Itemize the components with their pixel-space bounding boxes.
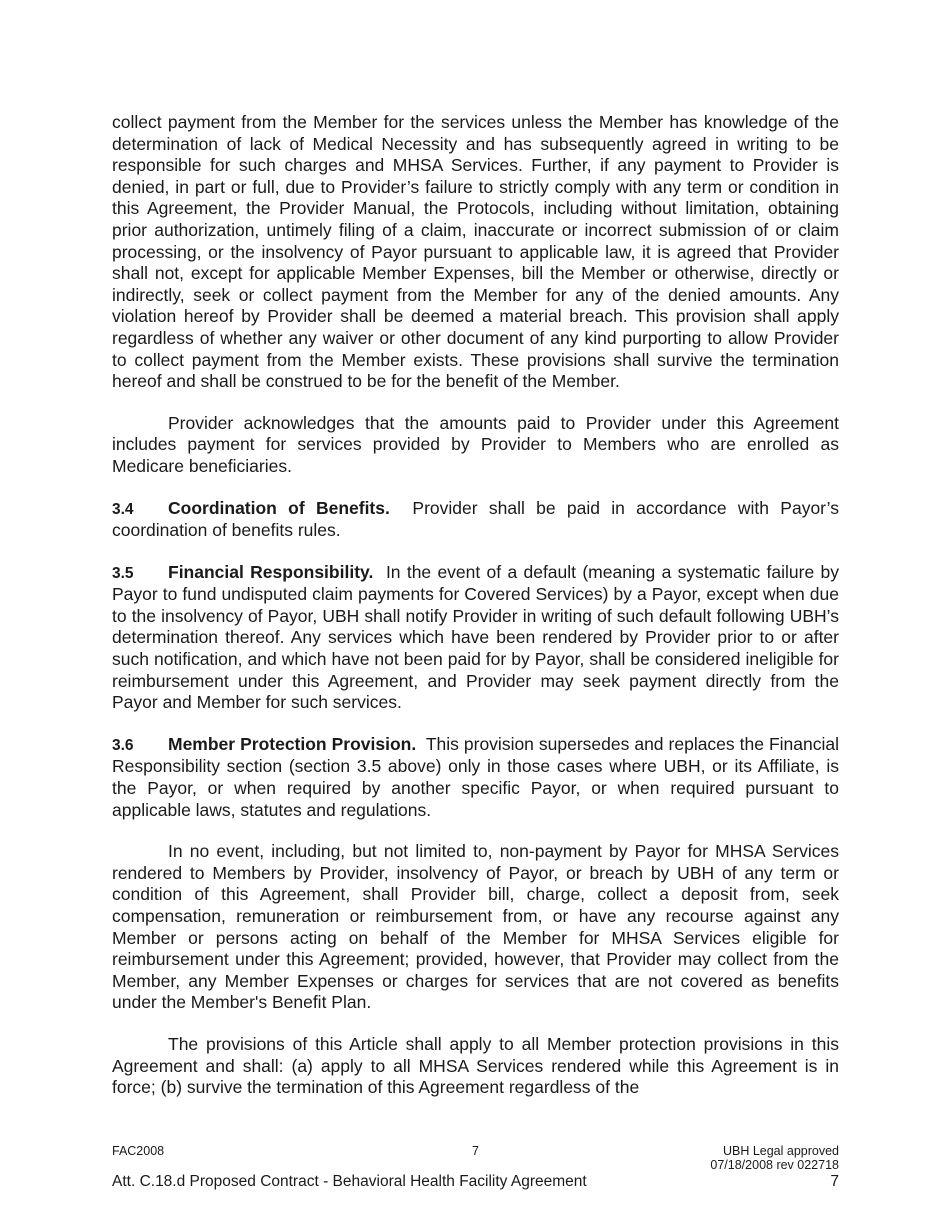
section-title: Member Protection Provision. [168, 733, 417, 754]
footer-approval [710, 1145, 839, 1172]
document-body [112, 112, 839, 1119]
section-3-6 [112, 734, 839, 821]
section-text: In the event of a default (meaning a systematic failure by Payor to fund undisputed claim payments for Covered Services) by a Payor, except when due to the insolvency of Payor, UBH shall notify Provider in writing of such default following UBH’s determination thereof. Any services which have been rendered by Provider prior to or after such notification, and which have not been paid for by Payor, shall be considered ineligible for reimbursement under this Agreement, and Provider may seek payment directly from the Payor and Member for such services. [112, 561, 840, 713]
paragraph-article-provisions: The provisions of this Article shall apply to all Member protection provisions in this Agreement and shall: (a) apply to all MHSA Services rendered while this Agreement is in force; (b) survive the termination of this Agreement regardless of the [112, 1033, 839, 1098]
footer-code: FAC2008 [112, 1144, 165, 1158]
section-3-5 [112, 562, 839, 714]
approval-line-1: UBH Legal approved [722, 1144, 839, 1158]
section-number: 3.5 [112, 564, 134, 582]
paragraph-medicare: Provider acknowledges that the amounts paid to Provider under this Agreement includes payment for services provided by Provider to Members who are enrolled as Medicare beneficiaries. [112, 412, 839, 476]
section-number: 3.4 [112, 500, 134, 518]
footer-page-number: 7 [472, 1144, 479, 1158]
section-title: Coordination of Benefits. [168, 497, 390, 518]
paragraph-no-event: In no event, including, but not limited to, non-payment by Payor for MHSA Services rendered to Members by Provider, insolvency of Payor, or breach by UBH of any term or condition of this Agreement, shall Provider bill, charge, collect a deposit from, seek compensation, remuneration or reimbursement from, or have any recourse against any Member or persons acting on behalf of the Member for MHSA Services eligible for reimbursement under this Agreement; provided, however, that Provider may collect from the Member, any Member Expenses or charges for services that are not covered as benefits under the Member's Benefit Plan. [112, 841, 839, 1013]
page-footer [112, 1145, 839, 1173]
attachment-title: Att. C.18.d Proposed Contract - Behavioral Health Facility Agreement [112, 1173, 587, 1190]
section-3-4 [112, 498, 839, 542]
section-number: 3.6 [112, 736, 134, 754]
approval-line-2: 07/18/2008 rev 022718 [710, 1157, 839, 1172]
section-text: This provision supersedes and replaces the Financial Responsibility section (section 3.5 above) only in those cases where UBH, or its Affiliate, is the Payor, or when required by another specific Payor, or when required pursuant to applicable laws, statutes and regulations. [112, 733, 839, 820]
section-text: Provider shall be paid in accordance with Payor’s coordination of benefits rules. [112, 497, 839, 541]
paragraph-continuation: collect payment from the Member for the services unless the Member has knowledge of the determination of lack of Medical Necessity and has subsequently agreed in writing to be responsible for such charges and MHSA Services. Further, if any payment to Provider is denied, in part or full, due to Provider’s failure to strictly comply with any term or condition in this Agreement, the Provider Manual, the Protocols, including without limitation, obtaining prior authorization, untimely filing of a claim, inaccurate or incorrect submission of or claim processing, or the insolvency of Payor pursuant to applicable law, it is agreed that Provider shall not, except for applicable Member Expenses, bill the Member or otherwise, directly or indirectly, seek or collect payment from the Member for any of the denied amounts. Any violation hereof by Provider shall be deemed a material breach. This provision shall apply regardless of whether any waiver or other document of any kind purporting to allow Provider to collect payment from the Member exists. These provisions shall survive the termination hereof and shall be construed to be for the benefit of the Member. [112, 112, 839, 392]
attachment-page-number: 7 [830, 1173, 839, 1190]
section-title: Financial Responsibility. [168, 561, 374, 582]
